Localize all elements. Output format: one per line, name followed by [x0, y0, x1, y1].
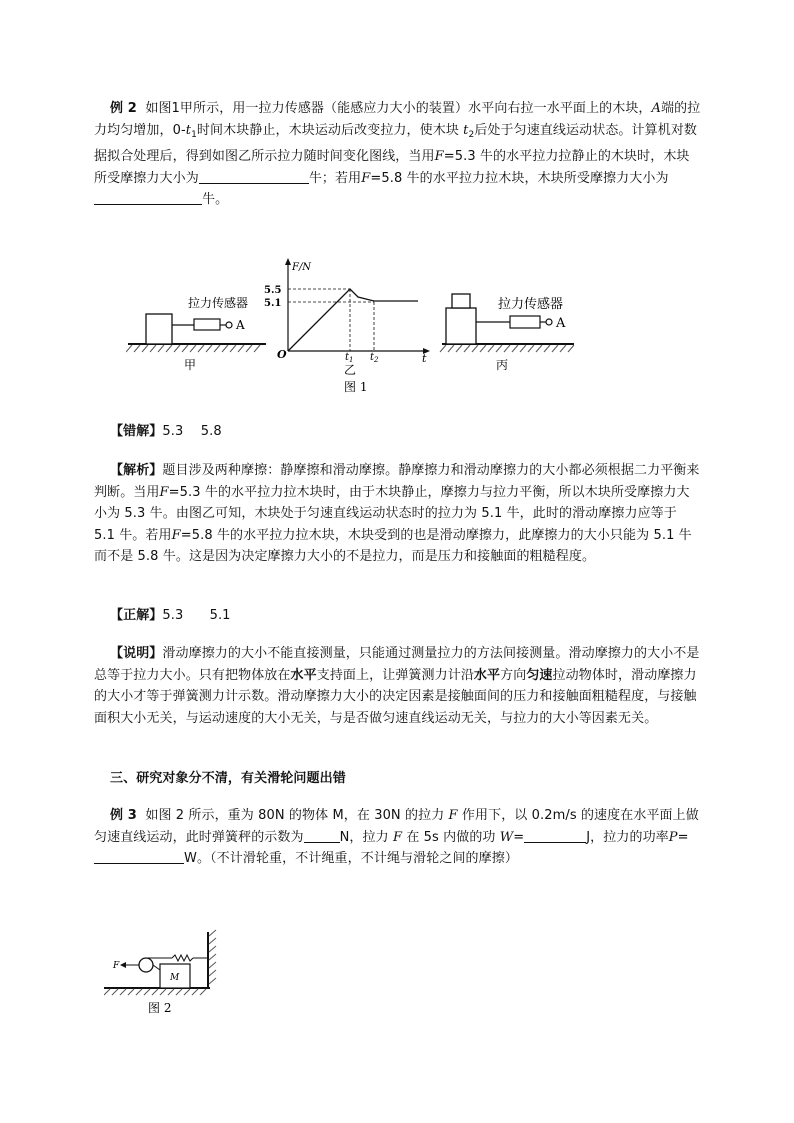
text: 牛。: [202, 192, 229, 207]
figure-sublabel: 甲: [184, 358, 197, 372]
wrong-answer: [110, 421, 718, 443]
diagram-bing: [440, 294, 574, 372]
force-symbol: F: [361, 170, 371, 186]
answer-blank[interactable]: [199, 169, 309, 184]
y-tick-5.5: 5.5: [264, 285, 282, 296]
text: 如图1甲所示，用一拉力传感器（能感应力大小的装置）水平向右拉一水平面上的木块，: [145, 101, 652, 116]
origin-label: O: [277, 348, 287, 361]
subscript: 1: [191, 129, 197, 140]
sensor-label: 拉力传感器: [498, 297, 564, 312]
t1-label: $t_1$: [345, 352, 354, 364]
text: J，拉力的功率: [586, 829, 669, 845]
point-label: A: [236, 318, 245, 332]
correct-answer: [110, 605, 718, 627]
answer-blank[interactable]: [304, 828, 340, 843]
time-symbol: t: [185, 122, 192, 138]
subscript: 2: [468, 129, 475, 140]
force-curve: [288, 289, 418, 351]
text: 支持面上，让弹簧测力计沿: [316, 667, 474, 683]
example-2-paragraph: [94, 98, 702, 211]
t2-label: $t_2$: [370, 352, 379, 364]
text: 如图 2 所示，重为 80N 的物体 M，在 30N 的拉力: [145, 808, 449, 823]
text: 作用下，以 0.2m/s 的速度在水平面上做匀速直线运动，此时弹簧秤的示数为: [94, 808, 699, 845]
example-3-paragraph: [94, 805, 702, 870]
text: 牛；若用: [308, 170, 362, 186]
figure-sublabel: 丙: [496, 358, 509, 372]
text: 拉动物体时，滑动摩擦力的大小才等于弹簧测力计示数。滑动摩擦力大小的决定因素是接触面间的压力和接触面粗糙程度，与接触面积大小无关，与运动速度的大小无关，与是否做匀速直线运动无关，与拉力的大小等因素无关。: [94, 667, 697, 726]
sensor-label: 拉力传感器: [188, 296, 249, 310]
power-symbol: P: [668, 829, 678, 845]
text: =: [513, 829, 525, 845]
force-symbol: F: [171, 527, 181, 543]
analysis-head: 【解析】: [110, 463, 163, 478]
answer-blank[interactable]: [524, 828, 586, 843]
wooden-block: [146, 314, 172, 344]
force-symbol: F: [434, 149, 444, 164]
text: 在 5s 内做的功: [402, 829, 500, 845]
force-symbol: F: [448, 808, 458, 823]
mass-label: M: [170, 973, 180, 983]
force-symbol: F: [392, 829, 403, 845]
x-axis-label: t: [422, 352, 427, 365]
wooden-block: [446, 308, 476, 344]
example-label: 例 2: [110, 101, 137, 116]
text: 端的拉力均匀增加，0-: [94, 101, 701, 138]
weight-block: [452, 294, 470, 308]
text: 滑动摩擦力的大小不能直接测量，只能通过测量拉力的方法间接测量。滑动摩擦力的大小不是总等于拉力大小。只有把物体放在: [94, 646, 700, 683]
correct-answer-head: 【正解】: [110, 608, 163, 623]
point-label: A: [556, 316, 566, 331]
text: =5.8 牛的水平拉力拉木块，木块所受摩擦力大小为: [370, 170, 669, 186]
pulley: [139, 958, 153, 972]
diagram-jia: [126, 295, 266, 372]
text: 题目涉及两种摩擦：静摩擦和滑动摩擦。静摩擦力和滑动摩擦力的大小都必须根据二力平衡来判断。当用: [94, 463, 700, 500]
text: 方向: [500, 667, 527, 683]
emphasis: 水平: [473, 667, 501, 683]
answer-blank[interactable]: [94, 849, 184, 864]
text: 后处于匀速直线运动状态。计算机对数据拟合处理后，得到如图乙所示拉力随时间变化图线，当用: [94, 122, 698, 164]
time-symbol: t: [463, 122, 469, 138]
y-tick-5.1: 5.1: [264, 298, 282, 309]
emphasis: 水平: [290, 667, 317, 683]
figure-sublabel: 乙: [344, 363, 357, 377]
correct-answer-body: 5.3 5.1: [162, 608, 231, 623]
spring-scale: [172, 955, 193, 961]
figure-1: [126, 256, 576, 396]
text: W。（不计滑轮重，不计绳重，不计绳与滑轮之间的摩擦）: [184, 851, 518, 866]
text: =: [677, 829, 689, 845]
note-head: 【说明】: [110, 646, 163, 661]
analysis-paragraph: [94, 460, 702, 568]
text: =5.3 牛的水平拉力拉静止的木块时，木块所受摩擦力大小为: [94, 149, 690, 186]
point-label: A: [651, 101, 662, 116]
section-title: 三、研究对象分不清，有关滑轮问题出错: [110, 771, 346, 786]
figure-2: [104, 928, 224, 1018]
y-axis-label: F/N: [292, 262, 312, 273]
force-sensor: [510, 316, 540, 328]
answer-blank[interactable]: [94, 190, 202, 205]
note-paragraph: [94, 643, 702, 729]
text: N，拉力: [339, 829, 393, 845]
figure-caption: 图 2: [148, 1001, 172, 1015]
example-label: 例 3: [110, 808, 137, 823]
emphasis: 匀速: [526, 667, 553, 683]
wrong-answer-head: 【错解】: [110, 424, 163, 439]
text: 时间木块静止，木块运动后改变拉力，使木块: [196, 122, 464, 138]
force-sensor: [194, 319, 220, 330]
wrong-answer-body: 5.3 5.8: [162, 424, 222, 439]
force-label: F: [113, 961, 120, 971]
figure-caption: 图 1: [344, 380, 368, 394]
force-symbol: F: [159, 484, 169, 500]
work-symbol: W: [499, 829, 514, 845]
text: =5.3 牛的水平拉力拉木块时，由于木块静止，摩擦力与拉力平衡，所以木块所受摩擦力大小为 5.3 牛。由图乙可知，木块处于匀速直线运动状态时的拉力为 5.1 牛，此时的滑动摩擦力应等于 5.1 牛。若用: [94, 484, 690, 543]
text: =5.8 牛的水平拉力拉木块，木块受到的也是滑动摩擦力，此摩擦力的大小只能为 5.1 牛而不是 5.8 牛。这是因为决定摩擦力大小的不是拉力，而是压力和接触面的粗糙程度。: [94, 527, 692, 564]
diagram-yi-graph: [264, 258, 430, 377]
